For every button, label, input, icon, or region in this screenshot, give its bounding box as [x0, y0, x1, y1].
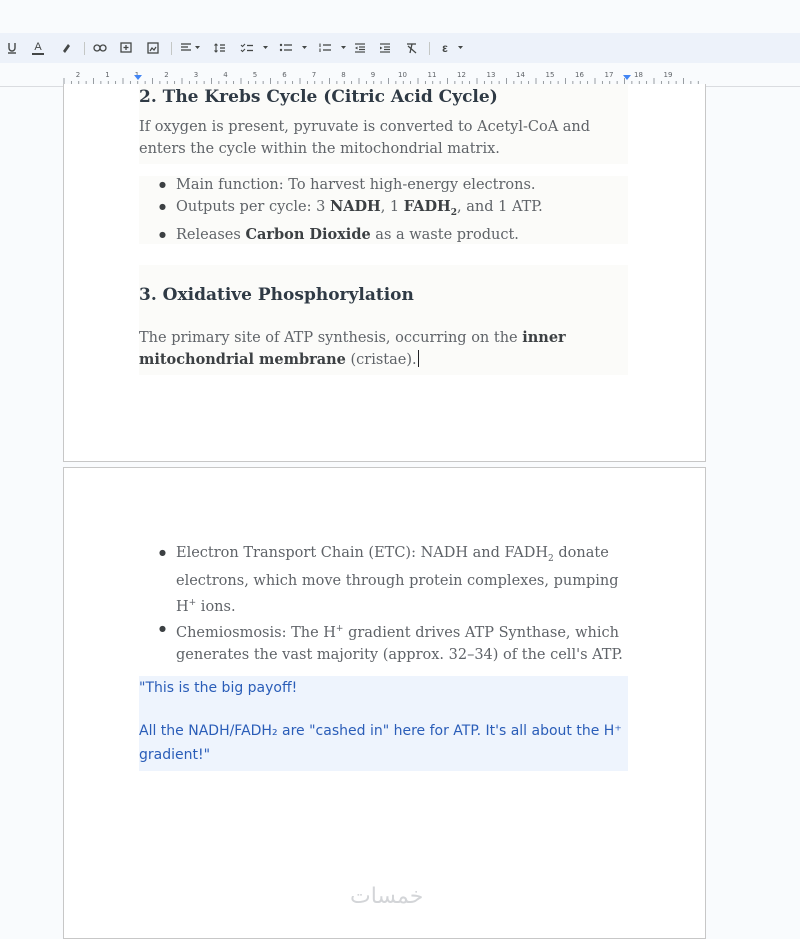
section-heading-oxphos: 3. Oxidative Phosphorylation	[139, 285, 414, 305]
toolbar-divider	[171, 42, 172, 55]
ruler-label: 12	[457, 71, 466, 79]
checklist-icon	[240, 43, 268, 53]
oxphos-paragraph[interactable]: The primary site of ATP synthesis, occurring on the inner mitochondrial membrane (cristae).	[139, 329, 566, 368]
note-line-2: All the NADH/FADH₂ are "cashed in" here for ATP. It's all about the H⁺ gradient!"	[139, 723, 622, 763]
ruler-label: 10	[398, 71, 407, 79]
ruler-label: 7	[311, 71, 317, 79]
clear-formatting-button[interactable]	[404, 33, 420, 63]
section-heading-krebs: 2. The Krebs Cycle (Citric Acid Cycle)	[139, 87, 498, 107]
list-item: ● Chemiosmosis: The H+ gradient drives ATP Synthase, which generates the vast majority (approx. 32–34) of the cell's ATP.	[139, 618, 639, 666]
align-dropdown[interactable]	[178, 33, 204, 63]
ruler-label: 2	[75, 71, 81, 79]
formatting-toolbar	[0, 33, 800, 63]
ruler-label: 19	[663, 71, 673, 79]
text-cursor	[418, 350, 419, 367]
bulleted-list-dropdown[interactable]	[277, 33, 309, 63]
line-spacing-icon	[214, 43, 226, 53]
ruler-label: 8	[341, 71, 346, 79]
align-left-icon	[180, 43, 202, 53]
underline-icon	[7, 42, 17, 54]
numbered-list-icon	[318, 43, 346, 53]
ruler-label: 3	[193, 71, 199, 79]
text-color-swatch	[32, 53, 44, 55]
highlighter-icon	[60, 42, 72, 54]
ruler-label: 15	[545, 71, 555, 79]
ruler-label: 1	[105, 71, 110, 79]
increase-indent-icon	[379, 43, 391, 53]
checklist-dropdown[interactable]	[238, 33, 270, 63]
highlight-button[interactable]	[58, 33, 74, 63]
add-comment-icon	[120, 42, 132, 54]
insert-image-button[interactable]	[145, 33, 161, 63]
ruler-label: 9	[370, 71, 376, 79]
top-bar	[0, 0, 800, 32]
bulleted-list-icon	[279, 43, 307, 53]
ruler-label: 6	[282, 71, 287, 79]
ruler-label: 4	[223, 71, 228, 79]
ruler-label: 18	[634, 71, 643, 79]
underline-button[interactable]	[4, 33, 20, 63]
add-comment-button[interactable]	[118, 33, 134, 63]
text-color-icon: A	[34, 40, 42, 53]
ruler-label: 5	[252, 71, 258, 79]
ruler-label: 2	[164, 71, 169, 79]
ruler-label: 17	[604, 71, 614, 79]
editing-mode-glyph: ε	[442, 41, 448, 55]
list-item: ● Releases Carbon Dioxide as a waste product.	[139, 224, 628, 246]
increase-indent-button[interactable]	[377, 33, 393, 63]
ruler-scale	[0, 66, 800, 86]
handwritten-note-callout	[139, 676, 628, 771]
list-item: ● Electron Transport Chain (ETC): NADH and $FADH_2$ donate electrons, which move through protein complexes, pumping H+ ions.	[139, 542, 639, 618]
clear-formatting-icon	[406, 43, 418, 54]
toolbar-divider	[84, 42, 85, 55]
ruler-label: 14	[516, 71, 525, 79]
decrease-indent-button[interactable]	[352, 33, 368, 63]
link-icon	[93, 44, 107, 52]
note-line-1: "This is the big payoff!	[139, 680, 298, 696]
krebs-bullet-list	[139, 174, 628, 246]
image-icon	[147, 42, 159, 54]
etc-bullet-list	[139, 542, 639, 666]
line-spacing-button[interactable]	[212, 33, 228, 63]
editing-mode-dropdown[interactable]	[438, 33, 470, 63]
chevron-down-icon	[456, 45, 466, 51]
ruler-label: 13	[486, 71, 496, 79]
numbered-list-dropdown[interactable]	[316, 33, 348, 63]
ruler-label: 11	[427, 71, 437, 79]
decrease-indent-icon	[354, 43, 366, 53]
list-item: ● Outputs per cycle: 3 NADH, 1 $FADH_2$, and 1 ATP.	[139, 196, 628, 224]
watermark-logo: خمسات	[350, 884, 424, 909]
text-color-button[interactable]	[30, 33, 46, 63]
ruler-label: 16	[575, 71, 584, 79]
krebs-intro-paragraph: If oxygen is present, pyruvate is converted to Acetyl-CoA and enters the cycle within the mitochondrial matrix.	[139, 119, 591, 157]
insert-link-button[interactable]	[92, 33, 108, 63]
list-item: ● Main function: To harvest high-energy electrons.	[139, 174, 628, 196]
toolbar-divider	[429, 42, 430, 55]
